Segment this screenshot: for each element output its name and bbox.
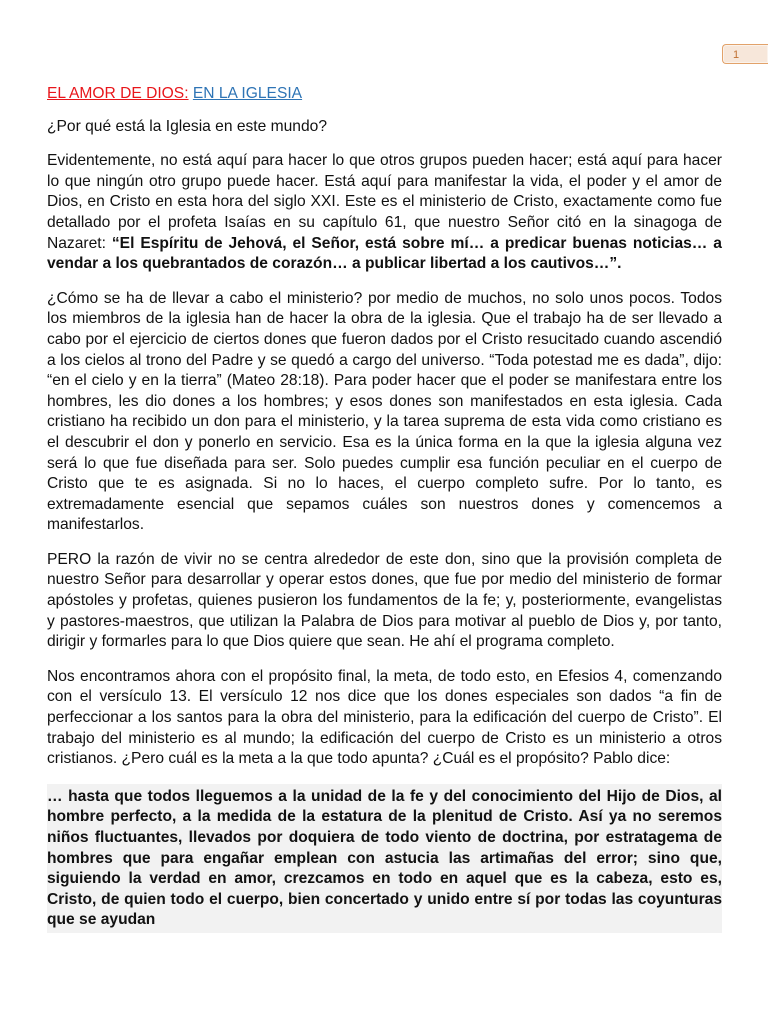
document-body: [47, 84, 722, 933]
title-part-2: EN LA IGLESIA: [192, 85, 303, 102]
paragraph-2-quote: “El Espíritu de Jehová, el Señor, está sobre mí… a predicar buenas noticias… a vendar a los quebrantados de corazón… a publicar libertad a los cautivos…”.: [47, 234, 722, 273]
paragraph-2: [47, 151, 722, 275]
page-number-tab: [722, 44, 768, 64]
scripture-quote: … hasta que todos lleguemos a la unidad de la fe y del conocimiento del Hijo de Dios, al hombre perfecto, a la medida de la estatura de la plenitud de Cristo. Así ya no seremos niños fluctuantes, llevados por doquiera de todo viento de doctrina, por estratagema de hombres que para engañar emplean con astucia las artimañas del error; sino que, siguiendo la verdad en amor, crezcamos en todo en aquel que es la cabeza, esto es, Cristo, de quien todo el cuerpo, bien concertado y unido entre sí por todas las coyunturas que se ayudan: [47, 784, 722, 933]
page-number: 1: [733, 49, 740, 61]
paragraph-4: PERO la razón de vivir no se centra alrededor de este don, sino que la provisión completa de nuestro Señor para desarrollar y operar estos dones, que fue por medio del ministerio de formar apóstoles y profetas, quienes pusieron los fundamentos de la fe; y, posteriormente, evangelistas y pastores-maestros, que utilizan la Palabra de Dios para motivar al pueblo de Dios y, por tanto, dirigir y formarles para lo que Dios quiere que sean. He ahí el programa completo.: [47, 550, 722, 651]
document-title: [47, 84, 722, 105]
paragraph-5: Nos encontramos ahora con el propósito final, la meta, de todo esto, en Efesios 4, comenzando con el versículo 13. El versículo 12 nos dice que los dones especiales son dados “a fin de perfeccionar a los santos para la obra del ministerio, para la edificación del cuerpo de Cristo”. El trabajo del ministerio es al mundo; la edificación del cuerpo de Cristo es un ministerio a otros cristianos. ¿Pero cuál es la meta a la que todo apunta? ¿Cuál es el propósito? Pablo dice:: [47, 667, 722, 768]
paragraph-3: ¿Cómo se ha de llevar a cabo el ministerio? por medio de muchos, no solo unos pocos. Todos los miembros de la iglesia han de hacer la obra de la iglesia. Que el trabajo ha de ser llevado a cabo por el ejercicio de ciertos dones que fueron dados por el Cristo resucitado cuando ascendió a los cielos al trono del Padre y se quedó a cargo del universo. “Toda potestad me es dada”, dijo: “en el cielo y en la tierra” (Mateo 28:18). Para poder hacer que el poder se manifestara entre los hombres, les dio dones a los hombres; y esos dones son manifestados en esta iglesia. Cada cristiano ha recibido un don para el ministerio, y la tarea suprema de esta vida como cristiano es el descubrir el don y ponerlo en servicio. Esa es la única forma en la que la iglesia alguna vez será lo que fue diseñada para ser. Solo puedes cumplir esa función peculiar en el cuerpo de Cristo que te es asignada. Si no lo haces, el cuerpo completo sufre. Por lo tanto, es extremadamente esencial que sepamos cuáles son nuestros dones y comencemos a manifestarlos.: [47, 289, 722, 534]
title-part-1: EL AMOR DE DIOS:: [47, 85, 189, 102]
paragraph-2-text: Evidentemente, no está aquí para hacer lo que otros grupos pueden hacer; está aquí para hacer lo que ningún otro grupo puede hacer. Está aquí para manifestar la vida, el poder y el amor de Dios, en Cristo en esta hora del siglo XXI. Este es el ministerio de Cristo, exactamente como fue detallado por el profeta Isaías en su capítulo 61, que nuestro Señor citó en la sinagoga de Nazaret:: [47, 152, 722, 252]
paragraph-1: ¿Por qué está la Iglesia en este mundo?: [47, 117, 327, 135]
